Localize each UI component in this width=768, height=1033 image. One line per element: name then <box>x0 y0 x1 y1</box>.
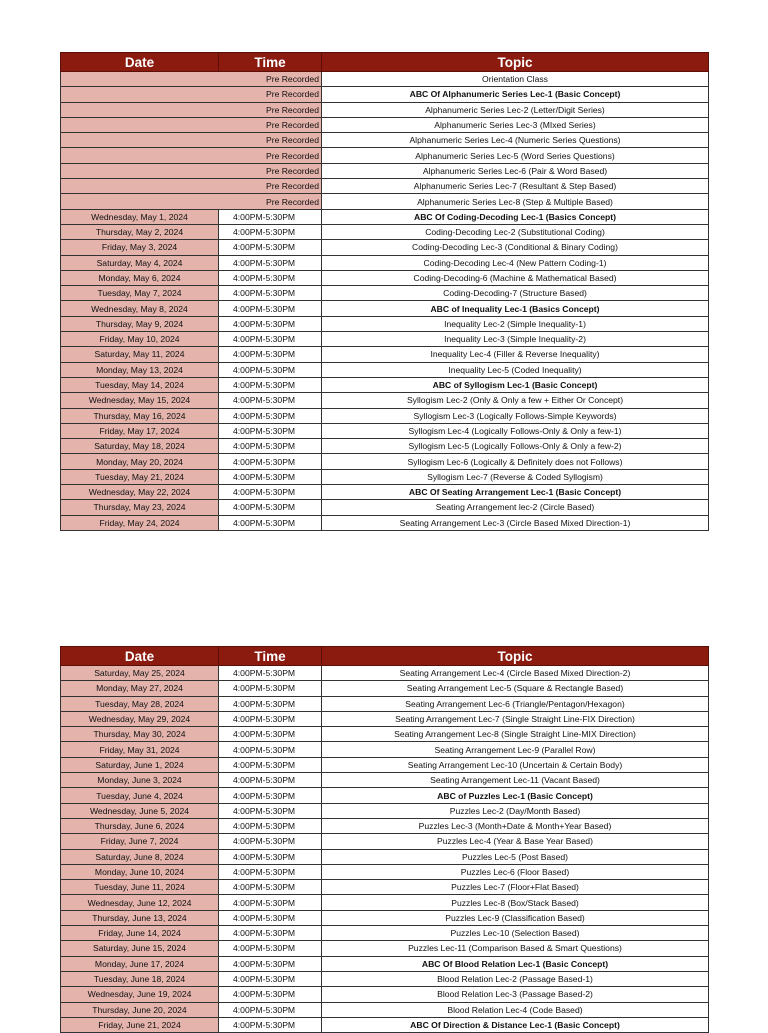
topic-cell: ABC Of Blood Relation Lec-1 (Basic Concept) <box>322 956 709 971</box>
date-cell: Wednesday, June 5, 2024 <box>61 803 219 818</box>
date-cell: Wednesday, May 15, 2024 <box>61 393 219 408</box>
topic-cell: Syllogism Lec-3 (Logically Follows-Simple Keywords) <box>322 408 709 423</box>
topic-cell: Puzzles Lec-9 (Classification Based) <box>322 910 709 925</box>
table-row <box>61 500 709 515</box>
date-cell: Tuesday, May 14, 2024 <box>61 377 219 392</box>
table-row <box>61 102 709 117</box>
date-cell: Pre Recorded <box>61 102 322 117</box>
date-cell: Monday, June 10, 2024 <box>61 864 219 879</box>
table-row <box>61 757 709 772</box>
date-cell: Monday, May 27, 2024 <box>61 681 219 696</box>
topic-cell: Blood Relation Lec-4 (Code Based) <box>322 1002 709 1017</box>
time-cell: 4:00PM-5:30PM <box>219 439 322 454</box>
table-row <box>61 439 709 454</box>
date-cell: Wednesday, May 22, 2024 <box>61 485 219 500</box>
time-cell: 4:00PM-5:30PM <box>219 1017 322 1032</box>
date-cell: Tuesday, June 4, 2024 <box>61 788 219 803</box>
time-cell: 4:00PM-5:30PM <box>219 971 322 986</box>
table-row <box>61 469 709 484</box>
table-row <box>61 454 709 469</box>
topic-cell: Puzzles Lec-4 (Year & Base Year Based) <box>322 834 709 849</box>
date-cell: Friday, May 3, 2024 <box>61 240 219 255</box>
topic-cell: ABC of Inequality Lec-1 (Basics Concept) <box>322 301 709 316</box>
date-cell: Wednesday, May 29, 2024 <box>61 711 219 726</box>
time-cell: 4:00PM-5:30PM <box>219 849 322 864</box>
time-cell: 4:00PM-5:30PM <box>219 742 322 757</box>
time-cell: 4:00PM-5:30PM <box>219 454 322 469</box>
time-cell: 4:00PM-5:30PM <box>219 773 322 788</box>
date-cell: Friday, June 7, 2024 <box>61 834 219 849</box>
table-row <box>61 163 709 178</box>
table-row <box>61 393 709 408</box>
table-row <box>61 941 709 956</box>
table-row <box>61 1017 709 1032</box>
date-cell: Thursday, June 13, 2024 <box>61 910 219 925</box>
table-row <box>61 240 709 255</box>
schedule-table-2 <box>60 646 709 1033</box>
date-cell: Thursday, June 6, 2024 <box>61 818 219 833</box>
date-cell: Wednesday, June 19, 2024 <box>61 987 219 1002</box>
date-cell: Monday, May 20, 2024 <box>61 454 219 469</box>
time-cell: 4:00PM-5:30PM <box>219 1002 322 1017</box>
table-row <box>61 803 709 818</box>
time-cell: 4:00PM-5:30PM <box>219 240 322 255</box>
topic-cell: Syllogism Lec-5 (Logically Follows-Only & Only a few-2) <box>322 439 709 454</box>
time-cell: 4:00PM-5:30PM <box>219 941 322 956</box>
time-cell: 4:00PM-5:30PM <box>219 895 322 910</box>
table-row <box>61 362 709 377</box>
date-cell: Pre Recorded <box>61 163 322 178</box>
table-row <box>61 895 709 910</box>
date-cell: Friday, May 17, 2024 <box>61 423 219 438</box>
time-cell: 4:00PM-5:30PM <box>219 362 322 377</box>
topic-cell: Seating Arrangement Lec-8 (Single Straight Line-MIX Direction) <box>322 727 709 742</box>
topic-cell: ABC Of Direction & Distance Lec-1 (Basic Concept) <box>322 1017 709 1032</box>
date-cell: Pre Recorded <box>61 72 322 87</box>
time-cell: 4:00PM-5:30PM <box>219 910 322 925</box>
time-cell: 4:00PM-5:30PM <box>219 818 322 833</box>
time-cell: 4:00PM-5:30PM <box>219 757 322 772</box>
time-header: Time <box>219 647 322 666</box>
topic-cell: Alphanumeric Series Lec-8 (Step & Multiple Based) <box>322 194 709 209</box>
date-cell: Monday, May 13, 2024 <box>61 362 219 377</box>
topic-cell: Alphanumeric Series Lec-3 (MIxed Series) <box>322 117 709 132</box>
time-cell: 4:00PM-5:30PM <box>219 500 322 515</box>
time-cell: 4:00PM-5:30PM <box>219 469 322 484</box>
topic-cell: Alphanumeric Series Lec-7 (Resultant & Step Based) <box>322 179 709 194</box>
table-row <box>61 255 709 270</box>
time-cell: 4:00PM-5:30PM <box>219 666 322 681</box>
date-cell: Thursday, May 9, 2024 <box>61 316 219 331</box>
time-cell: 4:00PM-5:30PM <box>219 393 322 408</box>
topic-cell: ABC of Syllogism Lec-1 (Basic Concept) <box>322 377 709 392</box>
time-cell: 4:00PM-5:30PM <box>219 347 322 362</box>
table-row <box>61 681 709 696</box>
date-cell: Thursday, May 16, 2024 <box>61 408 219 423</box>
time-cell: 4:00PM-5:30PM <box>219 864 322 879</box>
table-row <box>61 742 709 757</box>
topic-header: Topic <box>322 53 709 72</box>
topic-cell: Seating Arrangement Lec-10 (Uncertain & Certain Body) <box>322 757 709 772</box>
table-row <box>61 926 709 941</box>
table-row <box>61 117 709 132</box>
topic-cell: Puzzles Lec-7 (Floor+Flat Based) <box>322 880 709 895</box>
table-row <box>61 316 709 331</box>
time-cell: 4:00PM-5:30PM <box>219 987 322 1002</box>
topic-cell: Puzzles Lec-10 (Selection Based) <box>322 926 709 941</box>
time-cell: 4:00PM-5:30PM <box>219 286 322 301</box>
date-cell: Tuesday, May 28, 2024 <box>61 696 219 711</box>
time-cell: 4:00PM-5:30PM <box>219 926 322 941</box>
topic-cell: Puzzles Lec-2 (Day/Month Based) <box>322 803 709 818</box>
topic-cell: ABC Of Alphanumeric Series Lec-1 (Basic Concept) <box>322 87 709 102</box>
table-row <box>61 286 709 301</box>
table-row <box>61 332 709 347</box>
date-cell: Tuesday, May 7, 2024 <box>61 286 219 301</box>
date-cell: Monday, May 6, 2024 <box>61 270 219 285</box>
topic-cell: Seating Arrangement lec-2 (Circle Based) <box>322 500 709 515</box>
time-cell: 4:00PM-5:30PM <box>219 316 322 331</box>
time-cell: 4:00PM-5:30PM <box>219 880 322 895</box>
topic-cell: Coding-Decoding-7 (Structure Based) <box>322 286 709 301</box>
date-cell: Saturday, June 8, 2024 <box>61 849 219 864</box>
date-cell: Wednesday, May 8, 2024 <box>61 301 219 316</box>
date-header: Date <box>61 647 219 666</box>
table-row <box>61 727 709 742</box>
table-row <box>61 711 709 726</box>
table-row <box>61 880 709 895</box>
table-row <box>61 1002 709 1017</box>
topic-cell: Alphanumeric Series Lec-2 (Letter/Digit Series) <box>322 102 709 117</box>
topic-cell: Seating Arrangement Lec-6 (Triangle/Pentagon/Hexagon) <box>322 696 709 711</box>
table-row <box>61 148 709 163</box>
table-row <box>61 224 709 239</box>
date-cell: Saturday, May 4, 2024 <box>61 255 219 270</box>
topic-cell: Seating Arrangement Lec-3 (Circle Based Mixed Direction-1) <box>322 515 709 530</box>
topic-cell: Seating Arrangement Lec-9 (Parallel Row) <box>322 742 709 757</box>
date-cell: Saturday, June 1, 2024 <box>61 757 219 772</box>
date-cell: Pre Recorded <box>61 194 322 209</box>
table-row <box>61 864 709 879</box>
topic-cell: Puzzles Lec-11 (Comparison Based & Smart Questions) <box>322 941 709 956</box>
topic-header: Topic <box>322 647 709 666</box>
date-cell: Friday, June 21, 2024 <box>61 1017 219 1032</box>
table-row <box>61 696 709 711</box>
topic-cell: Inequality Lec-4 (Filler & Reverse Inequality) <box>322 347 709 362</box>
table-row <box>61 179 709 194</box>
table-row <box>61 666 709 681</box>
time-cell: 4:00PM-5:30PM <box>219 332 322 347</box>
date-cell: Thursday, May 2, 2024 <box>61 224 219 239</box>
table-row <box>61 971 709 986</box>
date-cell: Saturday, May 18, 2024 <box>61 439 219 454</box>
table-row <box>61 347 709 362</box>
topic-cell: Puzzles Lec-6 (Floor Based) <box>322 864 709 879</box>
date-cell: Pre Recorded <box>61 148 322 163</box>
table-row <box>61 72 709 87</box>
table-row <box>61 408 709 423</box>
date-cell: Tuesday, June 18, 2024 <box>61 971 219 986</box>
header-row <box>61 647 709 666</box>
time-cell: 4:00PM-5:30PM <box>219 255 322 270</box>
date-cell: Saturday, June 15, 2024 <box>61 941 219 956</box>
date-cell: Monday, June 17, 2024 <box>61 956 219 971</box>
date-header: Date <box>61 53 219 72</box>
date-cell: Tuesday, May 21, 2024 <box>61 469 219 484</box>
topic-cell: Seating Arrangement Lec-11 (Vacant Based) <box>322 773 709 788</box>
topic-cell: Alphanumeric Series Lec-5 (Word Series Questions) <box>322 148 709 163</box>
table-row <box>61 773 709 788</box>
topic-cell: Puzzles Lec-3 (Month+Date & Month+Year Based) <box>322 818 709 833</box>
table-row <box>61 956 709 971</box>
time-cell: 4:00PM-5:30PM <box>219 803 322 818</box>
date-cell: Pre Recorded <box>61 179 322 194</box>
topic-cell: Orientation Class <box>322 72 709 87</box>
date-cell: Thursday, June 20, 2024 <box>61 1002 219 1017</box>
date-cell: Friday, June 14, 2024 <box>61 926 219 941</box>
topic-cell: Puzzles Lec-5 (Post Based) <box>322 849 709 864</box>
topic-cell: Blood Relation Lec-2 (Passage Based-1) <box>322 971 709 986</box>
time-cell: 4:00PM-5:30PM <box>219 423 322 438</box>
table-row <box>61 423 709 438</box>
time-header: Time <box>219 53 322 72</box>
date-cell: Saturday, May 11, 2024 <box>61 347 219 362</box>
topic-cell: Syllogism Lec-7 (Reverse & Coded Syllogism) <box>322 469 709 484</box>
table-row <box>61 849 709 864</box>
date-cell: Friday, May 10, 2024 <box>61 332 219 347</box>
table-row <box>61 87 709 102</box>
topic-cell: Blood Relation Lec-3 (Passage Based-2) <box>322 987 709 1002</box>
topic-cell: Syllogism Lec-4 (Logically Follows-Only & Only a few-1) <box>322 423 709 438</box>
table-row <box>61 194 709 209</box>
table-row <box>61 834 709 849</box>
date-cell: Tuesday, June 11, 2024 <box>61 880 219 895</box>
topic-cell: ABC Of Seating Arrangement Lec-1 (Basic Concept) <box>322 485 709 500</box>
time-cell: 4:00PM-5:30PM <box>219 408 322 423</box>
schedule-table-1 <box>60 52 709 531</box>
time-cell: 4:00PM-5:30PM <box>219 224 322 239</box>
table-row <box>61 987 709 1002</box>
date-cell: Friday, May 24, 2024 <box>61 515 219 530</box>
table-row <box>61 209 709 224</box>
date-cell: Monday, June 3, 2024 <box>61 773 219 788</box>
date-cell: Saturday, May 25, 2024 <box>61 666 219 681</box>
topic-cell: Coding-Decoding Lec-4 (New Pattern Coding-1) <box>322 255 709 270</box>
table-row <box>61 301 709 316</box>
date-cell: Thursday, May 30, 2024 <box>61 727 219 742</box>
time-cell: 4:00PM-5:30PM <box>219 788 322 803</box>
table-row <box>61 515 709 530</box>
time-cell: 4:00PM-5:30PM <box>219 696 322 711</box>
table-row <box>61 910 709 925</box>
topic-cell: ABC of Puzzles Lec-1 (Basic Concept) <box>322 788 709 803</box>
date-cell: Wednesday, June 12, 2024 <box>61 895 219 910</box>
topic-cell: Inequality Lec-2 (Simple Inequality-1) <box>322 316 709 331</box>
topic-cell: ABC Of Coding-Decoding Lec-1 (Basics Concept) <box>322 209 709 224</box>
time-cell: 4:00PM-5:30PM <box>219 727 322 742</box>
date-cell: Wednesday, May 1, 2024 <box>61 209 219 224</box>
time-cell: 4:00PM-5:30PM <box>219 956 322 971</box>
time-cell: 4:00PM-5:30PM <box>219 270 322 285</box>
date-cell: Pre Recorded <box>61 133 322 148</box>
time-cell: 4:00PM-5:30PM <box>219 711 322 726</box>
topic-cell: Syllogism Lec-6 (Logically & Definitely does not Follows) <box>322 454 709 469</box>
table-row <box>61 818 709 833</box>
header-row <box>61 53 709 72</box>
table-row <box>61 377 709 392</box>
topic-cell: Syllogism Lec-2 (Only & Only a few + Either Or Concept) <box>322 393 709 408</box>
table-row <box>61 133 709 148</box>
time-cell: 4:00PM-5:30PM <box>219 485 322 500</box>
schedule-body-2 <box>61 666 709 1033</box>
date-cell: Pre Recorded <box>61 87 322 102</box>
topic-cell: Coding-Decoding Lec-3 (Conditional & Binary Coding) <box>322 240 709 255</box>
date-cell: Friday, May 31, 2024 <box>61 742 219 757</box>
topic-cell: Seating Arrangement Lec-7 (Single Straight Line-FIX Direction) <box>322 711 709 726</box>
topic-cell: Coding-Decoding-6 (Machine & Mathematical Based) <box>322 270 709 285</box>
time-cell: 4:00PM-5:30PM <box>219 681 322 696</box>
time-cell: 4:00PM-5:30PM <box>219 377 322 392</box>
schedule-body-1 <box>61 72 709 531</box>
topic-cell: Inequality Lec-5 (Coded Inequality) <box>322 362 709 377</box>
time-cell: 4:00PM-5:30PM <box>219 301 322 316</box>
topic-cell: Puzzles Lec-8 (Box/Stack Based) <box>322 895 709 910</box>
time-cell: 4:00PM-5:30PM <box>219 209 322 224</box>
table-row <box>61 485 709 500</box>
topic-cell: Alphanumeric Series Lec-6 (Pair & Word Based) <box>322 163 709 178</box>
topic-cell: Inequality Lec-3 (Simple Inequality-2) <box>322 332 709 347</box>
table-row <box>61 788 709 803</box>
time-cell: 4:00PM-5:30PM <box>219 515 322 530</box>
topic-cell: Alphanumeric Series Lec-4 (Numeric Series Questions) <box>322 133 709 148</box>
topic-cell: Seating Arrangement Lec-5 (Square & Rectangle Based) <box>322 681 709 696</box>
topic-cell: Coding-Decoding Lec-2 (Substitutional Coding) <box>322 224 709 239</box>
date-cell: Pre Recorded <box>61 117 322 132</box>
table-row <box>61 270 709 285</box>
date-cell: Thursday, May 23, 2024 <box>61 500 219 515</box>
time-cell: 4:00PM-5:30PM <box>219 834 322 849</box>
topic-cell: Seating Arrangement Lec-4 (Circle Based Mixed Direction-2) <box>322 666 709 681</box>
